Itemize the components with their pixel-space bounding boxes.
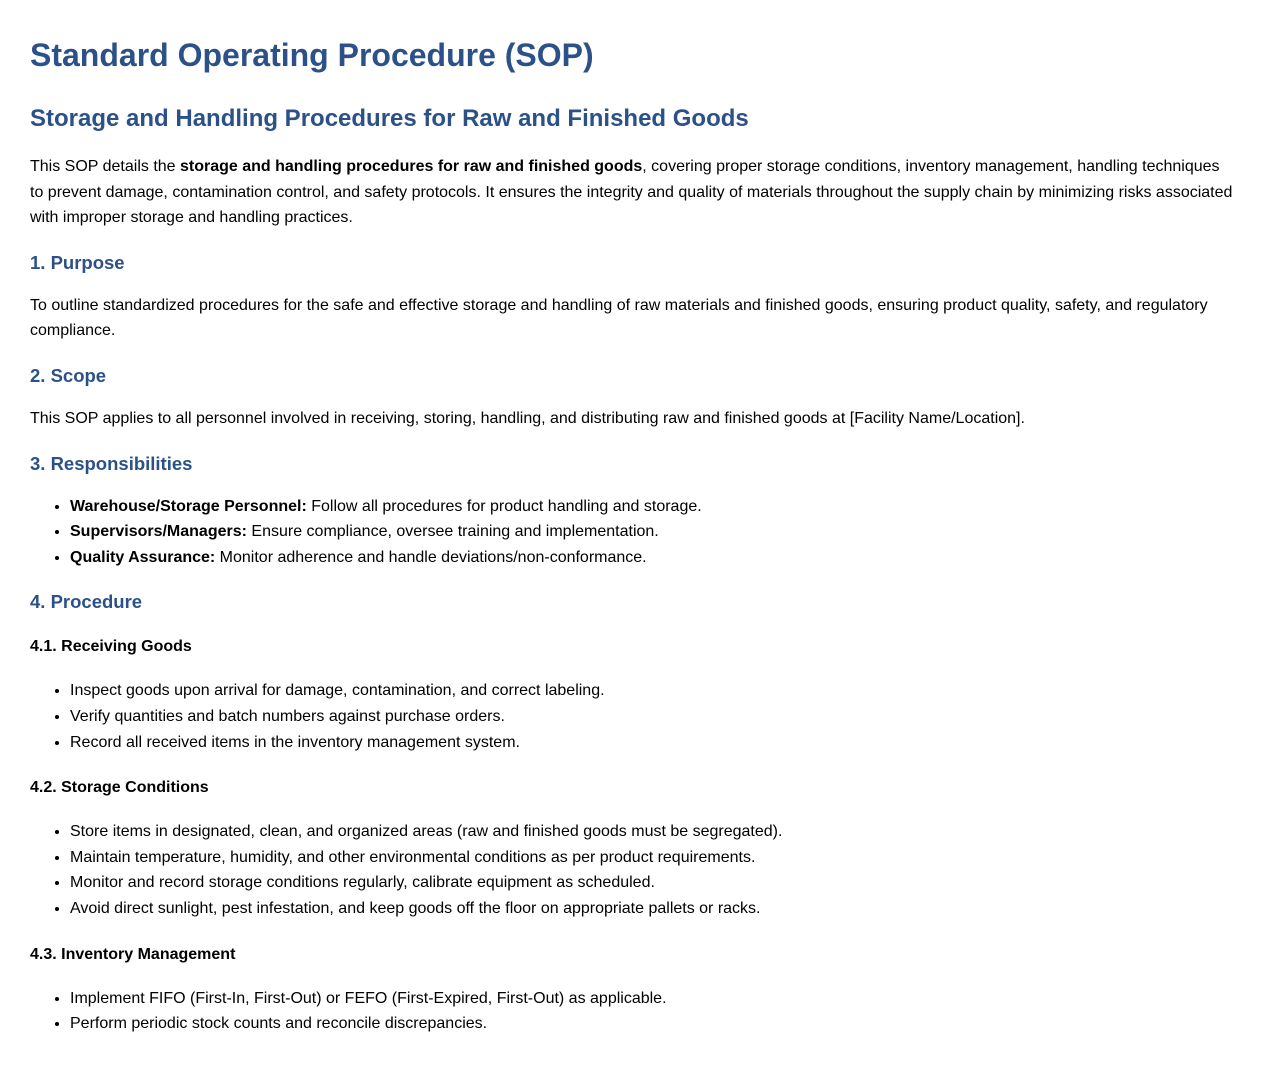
list-item: • Avoid direct sunlight, pest infestation, and keep goods off the floor on appropriate pallets or racks. bbox=[70, 896, 1233, 922]
subsection-heading-receiving: 4.1. Receiving Goods bbox=[30, 638, 192, 656]
intro-text-end: , covering proper storage conditions, inventory management, handling techniques to prevent damage, contamination control, and safety protocols. It ensures the integrity and quality of materials throughout the supply chain by minimizing risks associated with improper storage and handling practices. bbox=[30, 158, 1233, 227]
scope-text: This SOP applies to all personnel involved in receiving, storing, handling, and distributing raw and finished goods at [Facility Name/Location]. bbox=[30, 409, 1025, 427]
receiving-list bbox=[30, 678, 1233, 755]
intro-text-bold: storage and handling procedures for raw and finished goods bbox=[180, 158, 643, 175]
subsection-heading-storage: 4.2. Storage Conditions bbox=[30, 779, 209, 797]
list-item: • Perform periodic stock counts and reconcile discrepancies. bbox=[70, 1011, 1233, 1037]
role-text: Ensure compliance, oversee training and implementation. bbox=[246, 523, 659, 541]
subsection-heading-inventory: 4.3. Inventory Management bbox=[30, 945, 236, 963]
inventory-list bbox=[30, 986, 1233, 1037]
list-item bbox=[70, 545, 1233, 571]
role-label: Warehouse/Storage Personnel: bbox=[70, 497, 307, 515]
intro-paragraph bbox=[30, 154, 1233, 231]
document-subtitle: Storage and Handling Procedures for Raw and Finished Goods bbox=[30, 105, 749, 132]
role-label: Supervisors/Managers: bbox=[70, 523, 247, 541]
role-text: Follow all procedures for product handling and storage. bbox=[306, 497, 702, 515]
page-title: Standard Operating Procedure (SOP) bbox=[30, 37, 594, 73]
section-heading-scope: 2. Scope bbox=[30, 364, 107, 386]
purpose-text: To outline standardized procedures for the safe and effective storage and handling of raw materials and finished goods, ensuring product quality, safety, and regulatory compliance. bbox=[30, 296, 1208, 340]
list-item: • Maintain temperature, humidity, and other environmental conditions as per product requirements. bbox=[70, 845, 1233, 871]
intro-text-start: This SOP details the bbox=[30, 158, 180, 175]
list-item: • Inspect goods upon arrival for damage, contamination, and correct labeling. bbox=[70, 678, 1233, 704]
section-heading-responsibilities: 3. Responsibilities bbox=[30, 452, 193, 474]
role-text: Monitor adherence and handle deviations/non-conformance. bbox=[215, 548, 647, 566]
list-item: • Implement FIFO (First-In, First-Out) or FEFO (First-Expired, First-Out) as applicable. bbox=[70, 986, 1233, 1012]
section-heading-procedure: 4. Procedure bbox=[30, 591, 143, 613]
role-label: Quality Assurance: bbox=[70, 548, 216, 566]
list-item: • Store items in designated, clean, and organized areas (raw and finished goods must be segregated). bbox=[70, 819, 1233, 845]
list-item: • Monitor and record storage conditions regularly, calibrate equipment as scheduled. bbox=[70, 870, 1233, 896]
list-item: • Verify quantities and batch numbers against purchase orders. bbox=[70, 704, 1233, 730]
list-item: • Record all received items in the inventory management system. bbox=[70, 730, 1233, 756]
storage-list bbox=[30, 819, 1233, 921]
list-item bbox=[70, 519, 1233, 545]
responsibilities-list bbox=[30, 494, 1233, 571]
list-item bbox=[70, 494, 1233, 520]
section-heading-purpose: 1. Purpose bbox=[30, 251, 125, 273]
